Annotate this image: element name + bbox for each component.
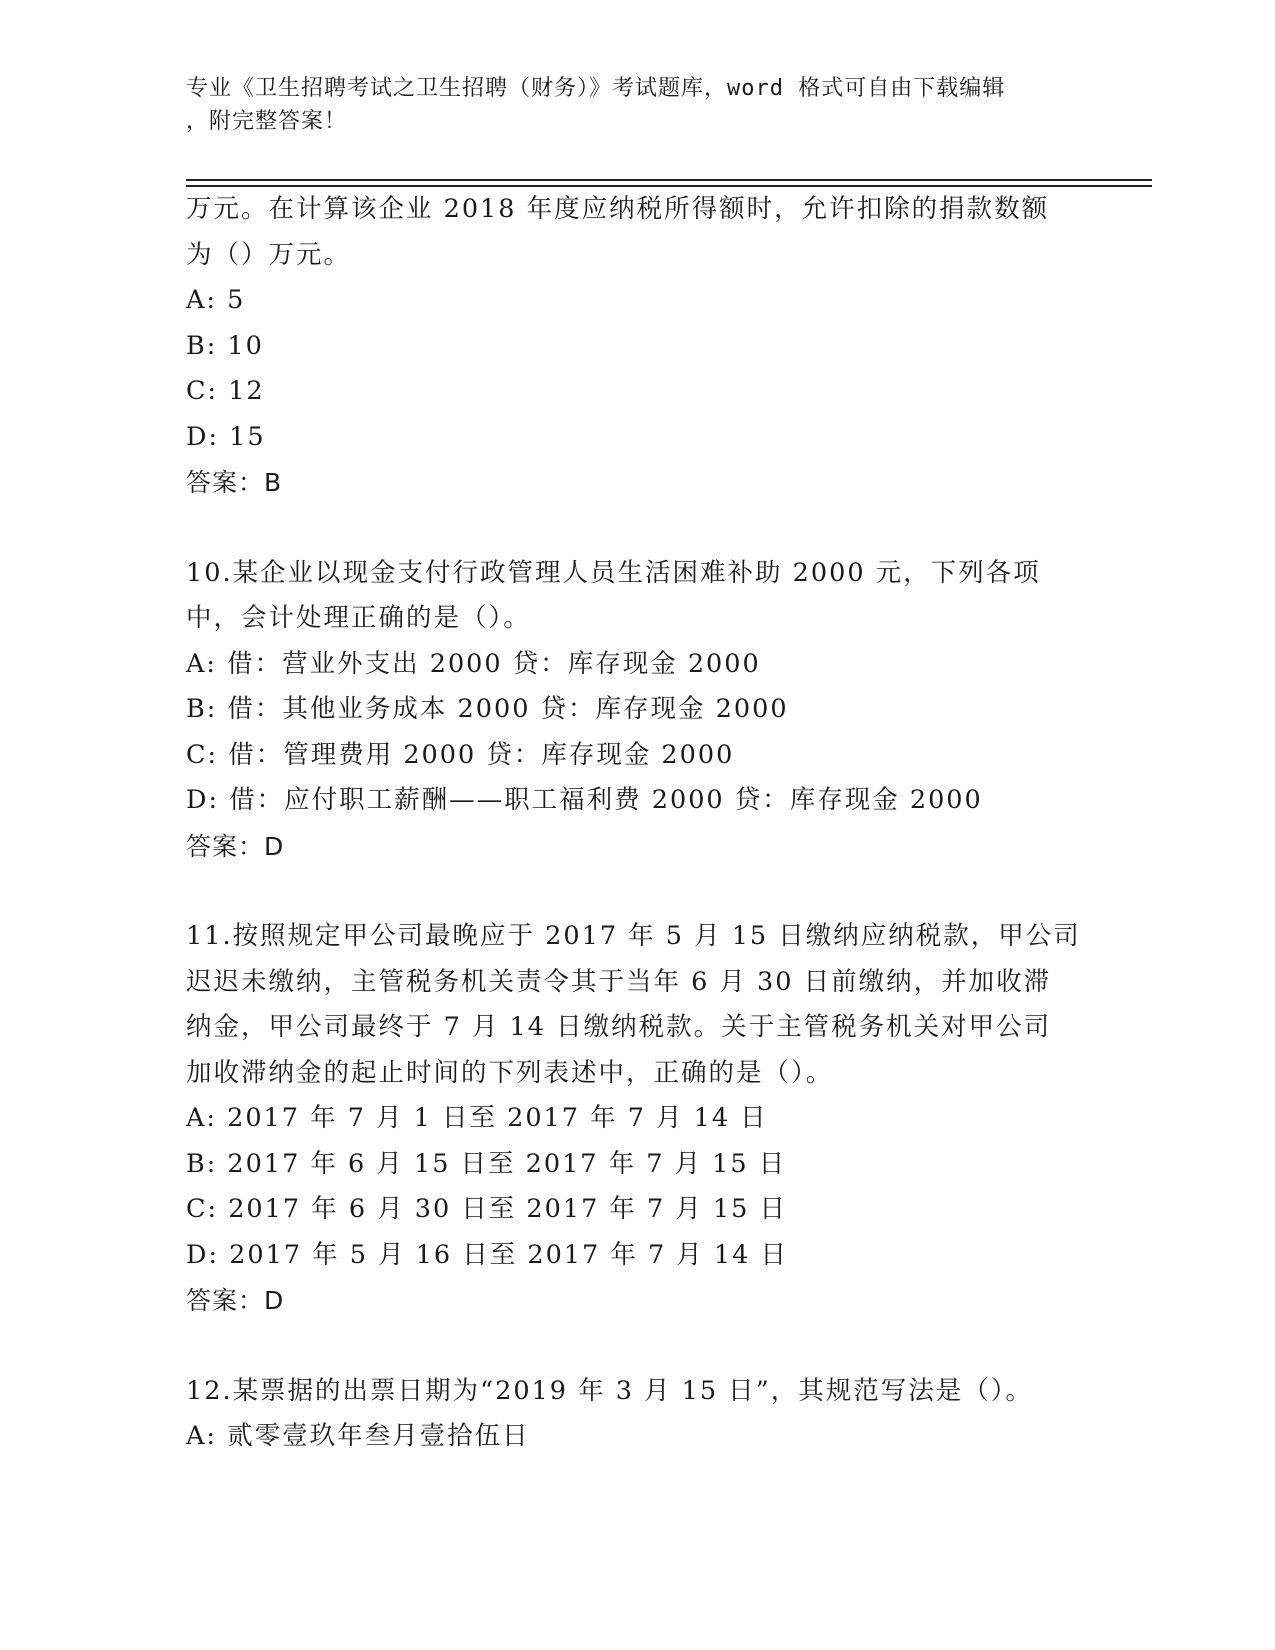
header-line-2: ，附完整答案！ xyxy=(186,109,348,134)
question-spacer xyxy=(186,869,1086,914)
question-stem: 迟迟未缴纳，主管税务机关责令其于当年 6 月 30 日前缴纳，并加收滞 xyxy=(186,966,1052,997)
option-a: A: 贰零壹玖年叁月壹拾伍日 xyxy=(186,1421,530,1451)
question-10 xyxy=(186,551,1086,870)
question-stem: 12.某票据的出票日期为“2019 年 3 月 15 日”，其规范写法是（）。 xyxy=(186,1375,1033,1406)
question-stem: 为（）万元。 xyxy=(186,239,352,270)
question-11 xyxy=(186,914,1086,1324)
option-c: C: 借：管理费用 2000 贷：库存现金 2000 xyxy=(186,739,735,770)
option-b: B: 10 xyxy=(186,330,264,361)
option-b: B: 借：其他业务成本 2000 贷：库存现金 2000 xyxy=(186,694,789,724)
answer-line: 答案：D xyxy=(186,1286,285,1315)
option-d: D: 借：应付职工薪酬——职工福利费 2000 贷：库存现金 2000 xyxy=(186,785,983,815)
option-b: B: 2017 年 6 月 15 日至 2017 年 7 月 15 日 xyxy=(186,1148,787,1179)
header-divider-top xyxy=(186,179,1152,181)
option-c: C: 12 xyxy=(186,376,265,406)
header-line-1: 专业《卫生招聘考试之卫生招聘（财务）》考试题库，word 格式可自由下载编辑 xyxy=(186,76,1006,101)
option-d: D: 15 xyxy=(186,421,266,452)
document-header xyxy=(186,72,1086,138)
option-c: C: 2017 年 6 月 30 日至 2017 年 7 月 15 日 xyxy=(186,1194,788,1224)
option-d: D: 2017 年 5 月 16 日至 2017 年 7 月 14 日 xyxy=(186,1239,788,1270)
question-spacer xyxy=(186,1324,1086,1369)
question-stem: 中，会计处理正确的是（）。 xyxy=(186,603,531,633)
question-stem: 11.按照规定甲公司最晚应于 2017 年 5 月 15 日缴纳应纳税款，甲公司 xyxy=(186,921,1081,951)
question-stem: 加收滞纳金的起止时间的下列表述中，正确的是（）。 xyxy=(186,1057,834,1088)
question-stem: 纳金，甲公司最终于 7 月 14 日缴纳税款。关于主管税务机关对甲公司 xyxy=(186,1012,1052,1042)
question-spacer xyxy=(186,506,1086,551)
question-12 xyxy=(186,1369,1086,1460)
option-a: A: 5 xyxy=(186,285,246,315)
option-a: A: 借：营业外支出 2000 贷：库存现金 2000 xyxy=(186,648,761,679)
answer-line: 答案：D xyxy=(186,831,285,861)
answer-line: 答案：B xyxy=(186,468,283,497)
question-9 xyxy=(186,187,1086,506)
question-list xyxy=(186,187,1086,1460)
question-stem: 10.某企业以现金支付行政管理人员生活困难补助 2000 元，下列各项 xyxy=(186,557,1041,588)
question-stem: 万元。在计算该企业 2018 年度应纳税所得额时，允许扣除的捐款数额 xyxy=(186,194,1050,224)
option-a: A: 2017 年 7 月 1 日至 2017 年 7 月 14 日 xyxy=(186,1103,768,1133)
